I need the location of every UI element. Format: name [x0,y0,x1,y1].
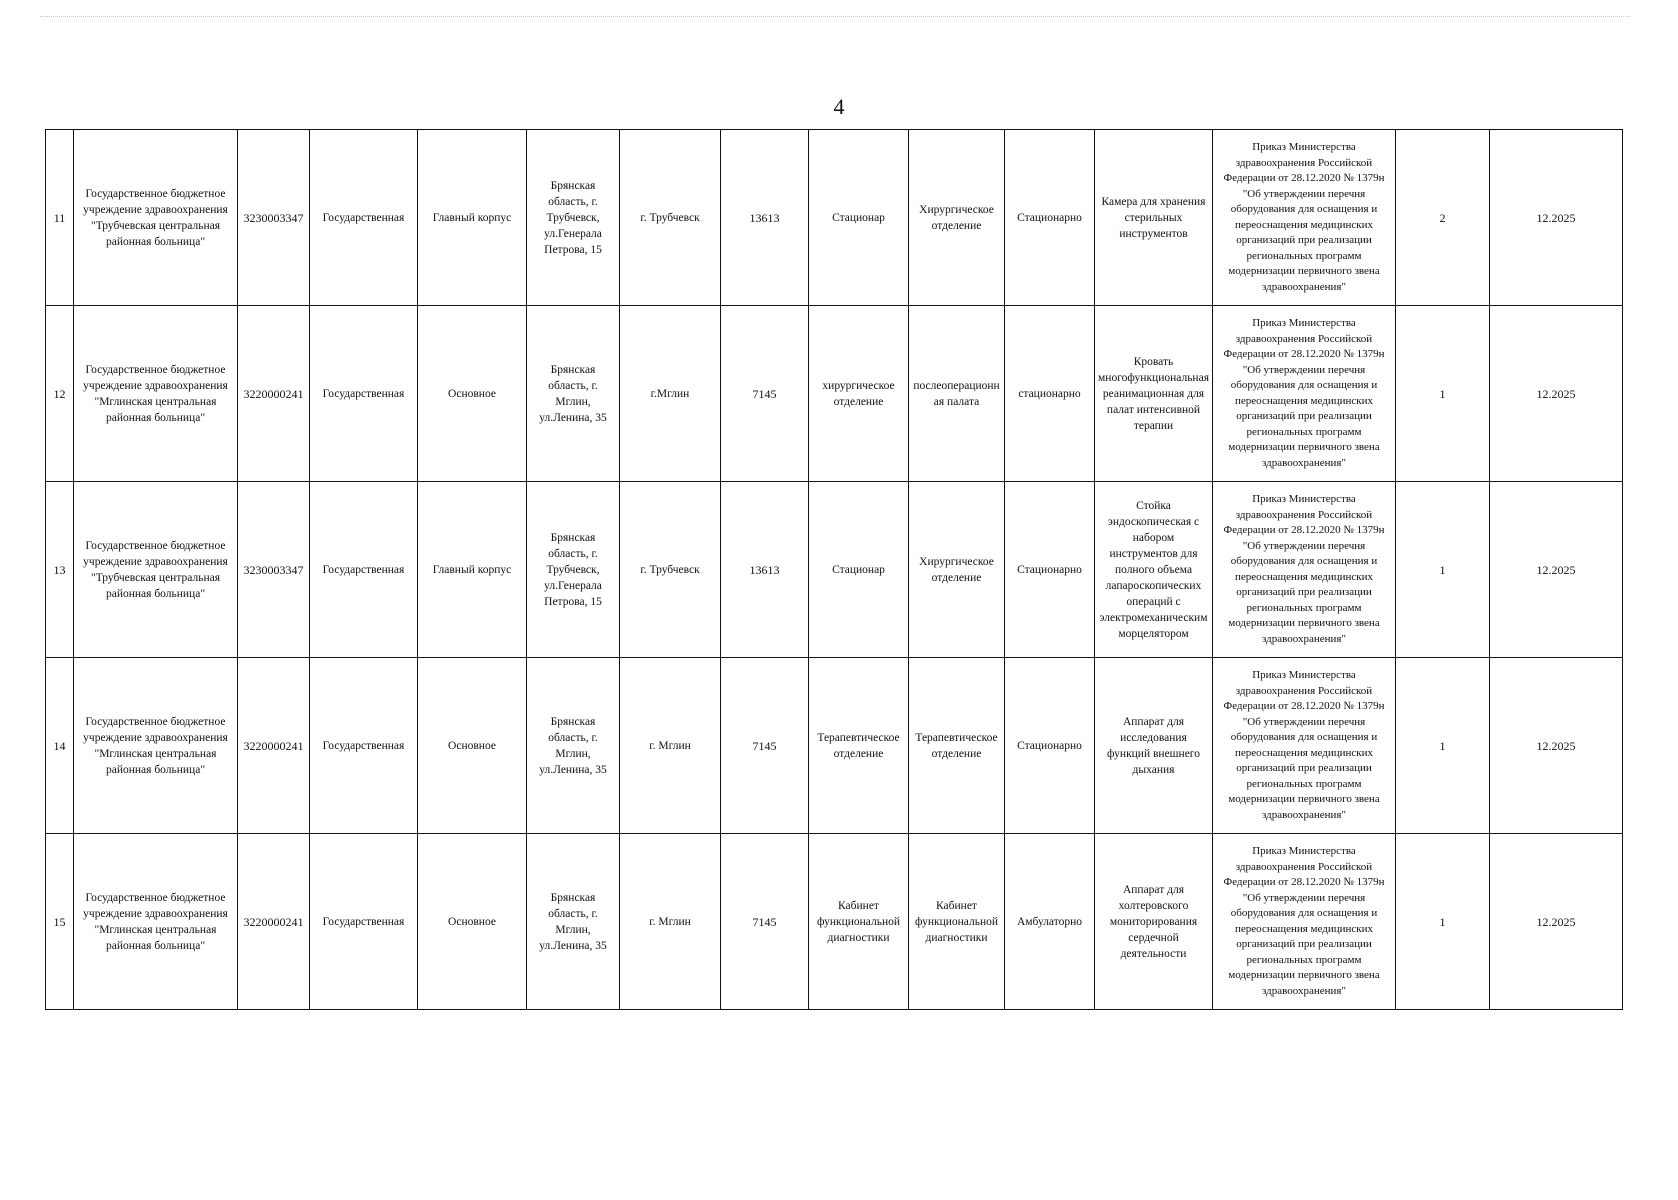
cell-unit: Кабинет функциональной диагностики [809,834,909,1010]
cell-institution: Государственное бюджетное учреждение здравоохранения "Трубчевская центральная районная больница" [74,482,238,658]
cell-institution: Государственное бюджетное учреждение здравоохранения "Мглинская центральная районная больница" [74,306,238,482]
cell-ownership: Государственная [310,658,418,834]
cell-equipment: Камера для хранения стерильных инструментов [1095,130,1213,306]
cell-unit: Стационар [809,482,909,658]
cell-population: 7145 [721,306,809,482]
cell-date: 12.2025 [1490,658,1623,834]
page-number: 4 [833,94,845,119]
cell-equipment: Аппарат для холтеровского мониторирования сердечной деятельности [1095,834,1213,1010]
cell-department: послеоперационная палата [909,306,1005,482]
table-row [46,834,1623,1010]
cell-inn: 3220000241 [238,658,310,834]
cell-address: Брянская область, г. Мглин, ул.Ленина, 35 [527,834,620,1010]
cell-ownership: Государственная [310,482,418,658]
cell-population: 13613 [721,482,809,658]
cell-legal-basis: Приказ Министерства здравоохранения Российской Федерации от 28.12.2020 № 1379н "Об утверждении перечня оборудования для оснащения и переоснащения медицинских организаций при реализации региональных программ модернизации первичного звена здравоохранения" [1213,130,1396,306]
cell-quantity: 1 [1396,658,1490,834]
cell-row-number: 14 [46,658,74,834]
cell-quantity: 1 [1396,482,1490,658]
cell-equipment: Стойка эндоскопическая с набором инструментов для полного объема лапароскопических операций с электромеханическим морцелятором [1095,482,1213,658]
cell-institution: Государственное бюджетное учреждение здравоохранения "Мглинская центральная районная больница" [74,658,238,834]
cell-row-number: 13 [46,482,74,658]
cell-building: Главный корпус [418,482,527,658]
cell-institution: Государственное бюджетное учреждение здравоохранения "Мглинская центральная районная больница" [74,834,238,1010]
cell-building: Основное [418,658,527,834]
cell-address: Брянская область, г. Мглин, ул.Ленина, 35 [527,658,620,834]
cell-city: г. Трубчевск [620,482,721,658]
cell-institution: Государственное бюджетное учреждение здравоохранения "Трубчевская центральная районная больница" [74,130,238,306]
cell-legal-basis: Приказ Министерства здравоохранения Российской Федерации от 28.12.2020 № 1379н "Об утверждении перечня оборудования для оснащения и переоснащения медицинских организаций при реализации региональных программ модернизации первичного звена здравоохранения" [1213,482,1396,658]
cell-address: Брянская область, г. Мглин, ул.Ленина, 35 [527,306,620,482]
equipment-registry-table [45,129,1623,1010]
cell-unit: хирургическое отделение [809,306,909,482]
cell-date: 12.2025 [1490,306,1623,482]
cell-legal-basis: Приказ Министерства здравоохранения Российской Федерации от 28.12.2020 № 1379н "Об утверждении перечня оборудования для оснащения и переоснащения медицинских организаций при реализации региональных программ модернизации первичного звена здравоохранения" [1213,306,1396,482]
cell-building: Основное [418,306,527,482]
cell-population: 7145 [721,658,809,834]
cell-care-form: стационарно [1005,306,1095,482]
cell-date: 12.2025 [1490,130,1623,306]
cell-quantity: 2 [1396,130,1490,306]
cell-date: 12.2025 [1490,834,1623,1010]
cell-legal-basis: Приказ Министерства здравоохранения Российской Федерации от 28.12.2020 № 1379н "Об утверждении перечня оборудования для оснащения и переоснащения медицинских организаций при реализации региональных программ модернизации первичного звена здравоохранения" [1213,658,1396,834]
cell-inn: 3220000241 [238,306,310,482]
cell-city: г.Мглин [620,306,721,482]
cell-building: Основное [418,834,527,1010]
cell-row-number: 11 [46,130,74,306]
cell-department: Хирургическое отделение [909,482,1005,658]
cell-inn: 3220000241 [238,834,310,1010]
cell-ownership: Государственная [310,834,418,1010]
cell-ownership: Государственная [310,306,418,482]
cell-equipment: Аппарат для исследования функций внешнего дыхания [1095,658,1213,834]
cell-department: Кабинет функциональной диагностики [909,834,1005,1010]
cell-row-number: 12 [46,306,74,482]
cell-care-form: Стационарно [1005,658,1095,834]
cell-population: 7145 [721,834,809,1010]
cell-ownership: Государственная [310,130,418,306]
table-row [46,482,1623,658]
cell-legal-basis: Приказ Министерства здравоохранения Российской Федерации от 28.12.2020 № 1379н "Об утверждении перечня оборудования для оснащения и переоснащения медицинских организаций при реализации региональных программ модернизации первичного звена здравоохранения" [1213,834,1396,1010]
cell-inn: 3230003347 [238,130,310,306]
cell-equipment: Кровать многофункциональная реанимационная для палат интенсивной терапии [1095,306,1213,482]
cell-address: Брянская область, г. Трубчевск, ул.Генерала Петрова, 15 [527,482,620,658]
cell-unit: Терапевтическое отделение [809,658,909,834]
cell-address: Брянская область, г. Трубчевск, ул.Генерала Петрова, 15 [527,130,620,306]
cell-department: Терапевтическое отделение [909,658,1005,834]
cell-date: 12.2025 [1490,482,1623,658]
cell-quantity: 1 [1396,306,1490,482]
cell-department: Хирургическое отделение [909,130,1005,306]
cell-city: г. Трубчевск [620,130,721,306]
cell-building: Главный корпус [418,130,527,306]
cell-row-number: 15 [46,834,74,1010]
table-row [46,306,1623,482]
cell-care-form: Стационарно [1005,482,1095,658]
cell-city: г. Мглин [620,658,721,834]
cell-population: 13613 [721,130,809,306]
cell-city: г. Мглин [620,834,721,1010]
scan-artifact-line [40,16,1630,18]
table-row [46,658,1623,834]
cell-care-form: Стационарно [1005,130,1095,306]
cell-inn: 3230003347 [238,482,310,658]
cell-care-form: Амбулаторно [1005,834,1095,1010]
cell-unit: Стационар [809,130,909,306]
table-row [46,130,1623,306]
cell-quantity: 1 [1396,834,1490,1010]
